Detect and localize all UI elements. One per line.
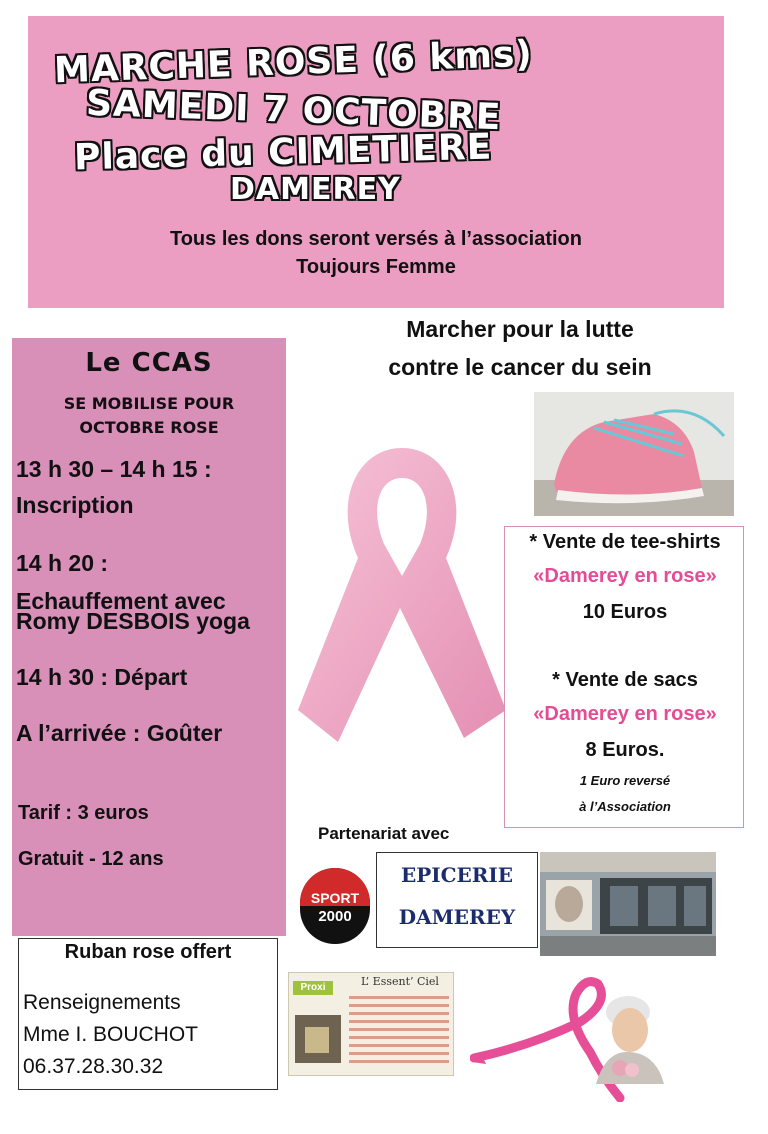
ribbon-woman-illustration xyxy=(470,972,680,1102)
schedule-4: A l’arrivée : Goûter xyxy=(16,720,223,746)
event-place: Place du CIMETIERE xyxy=(73,126,493,179)
program-panel xyxy=(12,338,286,936)
schedule-3: 14 h 30 : Départ xyxy=(16,664,188,690)
card-title: L’ Essent’ Ciel xyxy=(361,975,439,988)
shop-card xyxy=(288,972,454,1076)
bag-name: «Damerey en rose» xyxy=(533,703,717,725)
proxi-logo: Proxi xyxy=(293,981,333,995)
sport2000-logo xyxy=(300,868,370,944)
schedule-text-1: Inscription xyxy=(16,492,134,518)
shopfront-image xyxy=(540,852,716,956)
gratuit: Gratuit - 12 ans xyxy=(18,848,164,870)
event-header xyxy=(28,16,724,308)
pink-ribbon-icon xyxy=(296,440,508,750)
donation-note: Tous les dons seront versés à l’association xyxy=(169,228,582,250)
tarif: Tarif : 3 euros xyxy=(18,802,149,824)
panel-title: Le CCAS xyxy=(85,348,213,378)
event-date: SAMEDI 7 OCTOBRE xyxy=(85,82,503,139)
contact-name: Mme I. BOUCHOT xyxy=(23,1023,199,1046)
schedule-text-2b: Romy DESBOIS yoga xyxy=(16,608,250,634)
schedule-text-2a: Echauffement avec xyxy=(16,588,226,614)
panel-subtitle-1: SE MOBILISE POUR xyxy=(63,394,235,413)
association-name: Toujours Femme xyxy=(296,256,456,278)
event-town: DAMEREY xyxy=(230,172,401,207)
donation-note-2: à l’Association xyxy=(579,799,671,814)
tagline-line2: contre le cancer du sein xyxy=(388,354,652,380)
sport-logo-text: SPORT xyxy=(310,890,360,906)
schedule-time-2: 14 h 20 : xyxy=(16,550,109,576)
schedule-time-1: 13 h 30 – 14 h 15 : xyxy=(16,456,212,482)
contact-label: Renseignements xyxy=(23,991,181,1014)
contact-phone[interactable]: 06.37.28.30.32 xyxy=(23,1055,164,1078)
sneaker-image xyxy=(534,392,734,516)
tagline-line1: Marcher pour la lutte xyxy=(406,316,634,342)
sales-box xyxy=(504,526,744,828)
bag-price: 8 Euros. xyxy=(585,739,665,761)
donation-note-1: 1 Euro reversé xyxy=(579,773,671,788)
epicerie-line1: EPICERIE xyxy=(400,863,514,887)
epicerie-line2: DAMEREY xyxy=(398,905,516,929)
sport-logo-number: 2000 xyxy=(318,908,352,925)
tshirt-label: * Vente de tee-shirts xyxy=(529,531,721,553)
ribbon-offer: Ruban rose offert xyxy=(64,941,232,963)
bag-label: * Vente de sacs xyxy=(552,669,698,691)
panel-subtitle-2: OCTOBRE ROSE xyxy=(79,418,219,437)
contact-box xyxy=(18,938,278,1090)
card-text-lines xyxy=(349,991,449,1068)
event-title: MARCHE ROSE (6 kms) xyxy=(53,33,534,92)
epicerie-logo xyxy=(376,852,538,948)
partners-label: Partenariat avec xyxy=(318,824,450,843)
card-photo xyxy=(295,1015,341,1063)
tshirt-name: «Damerey en rose» xyxy=(533,565,717,587)
tshirt-price: 10 Euros xyxy=(582,601,668,623)
